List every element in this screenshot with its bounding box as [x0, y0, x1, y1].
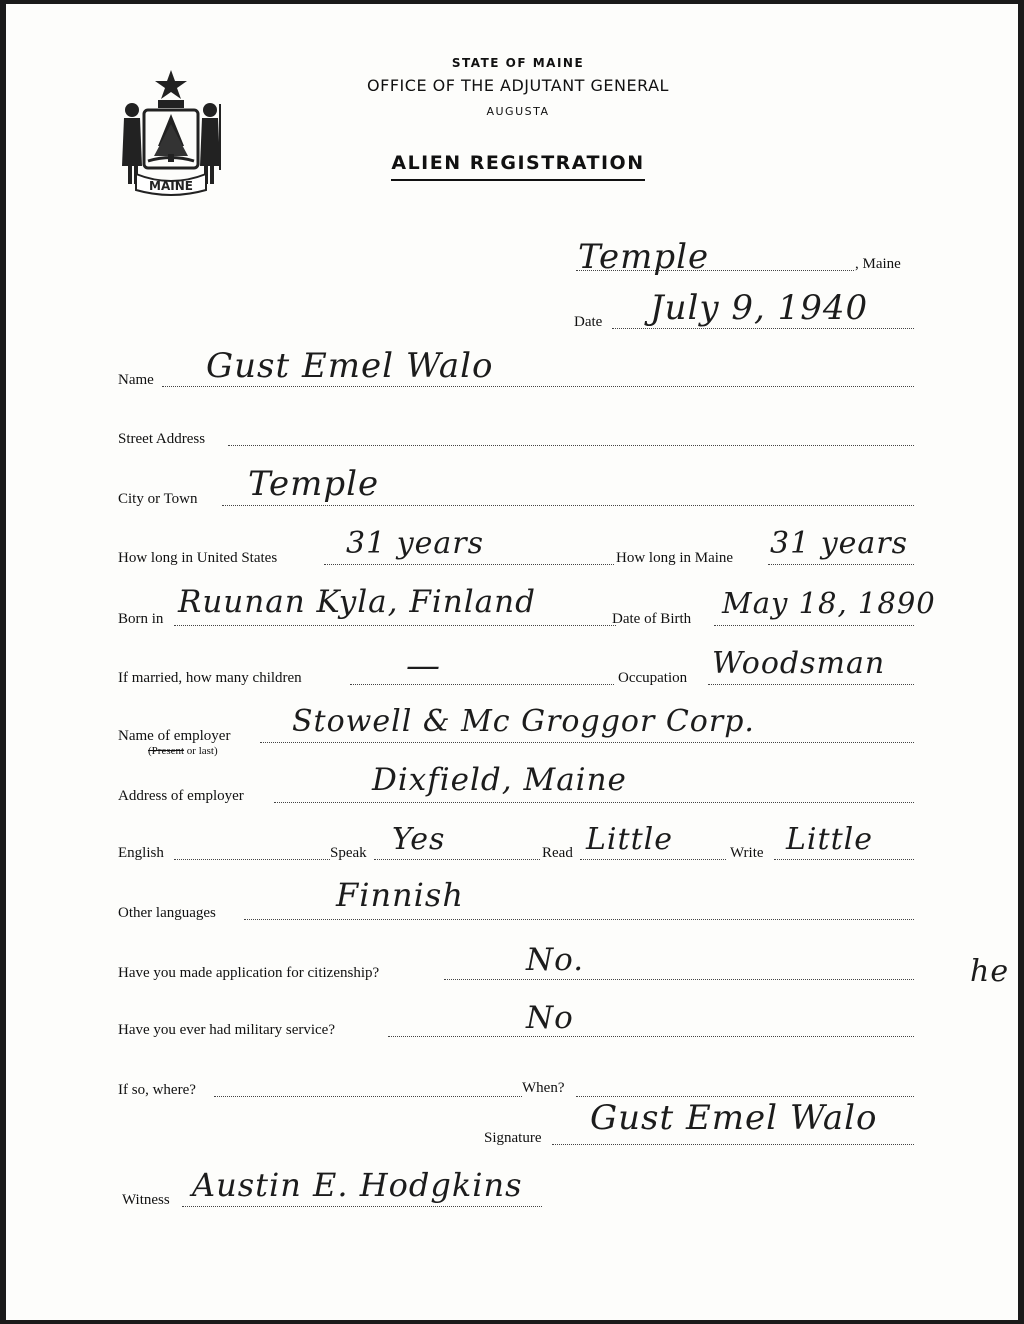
employer-address-value: Dixfield, Maine [372, 762, 627, 798]
other-lang-line [244, 919, 914, 920]
registration-form [6, 4, 1018, 1320]
name-label: Name [118, 372, 154, 388]
city-label: City or Town [118, 491, 198, 507]
header-city: AUGUSTA [486, 105, 550, 118]
seal-text: MAINE [149, 179, 193, 193]
born-label: Born in [118, 611, 164, 627]
maine-years-value: 31 years [770, 526, 909, 561]
city-value: Temple [248, 464, 380, 504]
employer-address-label: Address of employer [118, 788, 244, 804]
occupation-line [708, 684, 914, 685]
maine-suffix: , Maine [855, 256, 901, 272]
us-years-line [324, 564, 614, 565]
us-years-value: 31 years [346, 526, 485, 561]
signature-label: Signature [484, 1130, 542, 1146]
dob-value: May 18, 1890 [722, 586, 936, 620]
children-label: If married, how many children [118, 670, 302, 686]
where-label: If so, where? [118, 1082, 196, 1098]
header-office: OFFICE OF THE ADJUTANT GENERAL [367, 76, 669, 95]
speak-line [374, 859, 540, 860]
read-value: Little [586, 822, 673, 857]
form-title: ALIEN REGISTRATION [6, 152, 1024, 174]
date-value: July 9, 1940 [650, 288, 869, 328]
city-line [222, 505, 914, 506]
date-label: Date [574, 314, 603, 330]
header-state: STATE OF MAINE [451, 56, 585, 70]
write-label: Write [730, 845, 764, 861]
english-label: English [118, 845, 164, 861]
english-line [174, 859, 330, 860]
citizenship-value: No. [526, 942, 585, 978]
name-value: Gust Emel Walo [206, 346, 494, 386]
name-line [162, 386, 914, 387]
other-lang-label: Other languages [118, 905, 216, 921]
when-label: When? [522, 1080, 565, 1096]
maine-years-label: How long in Maine [616, 550, 734, 566]
military-label: Have you ever had military service? [118, 1022, 335, 1038]
witness-label: Witness [122, 1192, 170, 1208]
where-line [214, 1096, 522, 1097]
children-value: — [406, 646, 441, 686]
children-line [350, 684, 614, 685]
when-line [576, 1096, 914, 1097]
signature-value: Gust Emel Walo [590, 1098, 878, 1138]
write-value: Little [786, 822, 873, 857]
write-line [774, 859, 914, 860]
occupation-value: Woodsman [712, 646, 886, 681]
dob-line [714, 625, 914, 626]
us-years-label: How long in United States [118, 550, 278, 566]
born-line [174, 625, 616, 626]
employer-line [260, 742, 914, 743]
occupation-label: Occupation [618, 670, 688, 686]
witness-line [182, 1206, 542, 1207]
date-line [612, 328, 914, 329]
read-label: Read [542, 845, 573, 861]
speak-label: Speak [330, 845, 367, 861]
employer-label: Name of employer [118, 728, 231, 744]
speak-value: Yes [392, 822, 446, 857]
dob-label: Date of Birth [612, 611, 692, 627]
signature-line [552, 1144, 914, 1145]
born-value: Ruunan Kyla, Finland [178, 584, 536, 620]
margin-mark: he [970, 954, 1010, 989]
street-line [228, 445, 914, 446]
employer-address-line [274, 802, 914, 803]
maine-years-line [768, 564, 914, 565]
military-value: No [526, 1000, 574, 1036]
citizenship-label: Have you made application for citizenship? [118, 965, 380, 981]
citizenship-line [444, 979, 914, 980]
witness-value: Austin E. Hodgkins [192, 1166, 523, 1204]
street-label: Street Address [118, 431, 206, 447]
other-lang-value: Finnish [336, 876, 464, 914]
employer-value: Stowell & Mc Groggor Corp. [292, 704, 755, 739]
town-value: Temple [578, 237, 710, 277]
read-line [580, 859, 726, 860]
military-line [388, 1036, 914, 1037]
employer-note: (Present or last) [148, 745, 218, 757]
